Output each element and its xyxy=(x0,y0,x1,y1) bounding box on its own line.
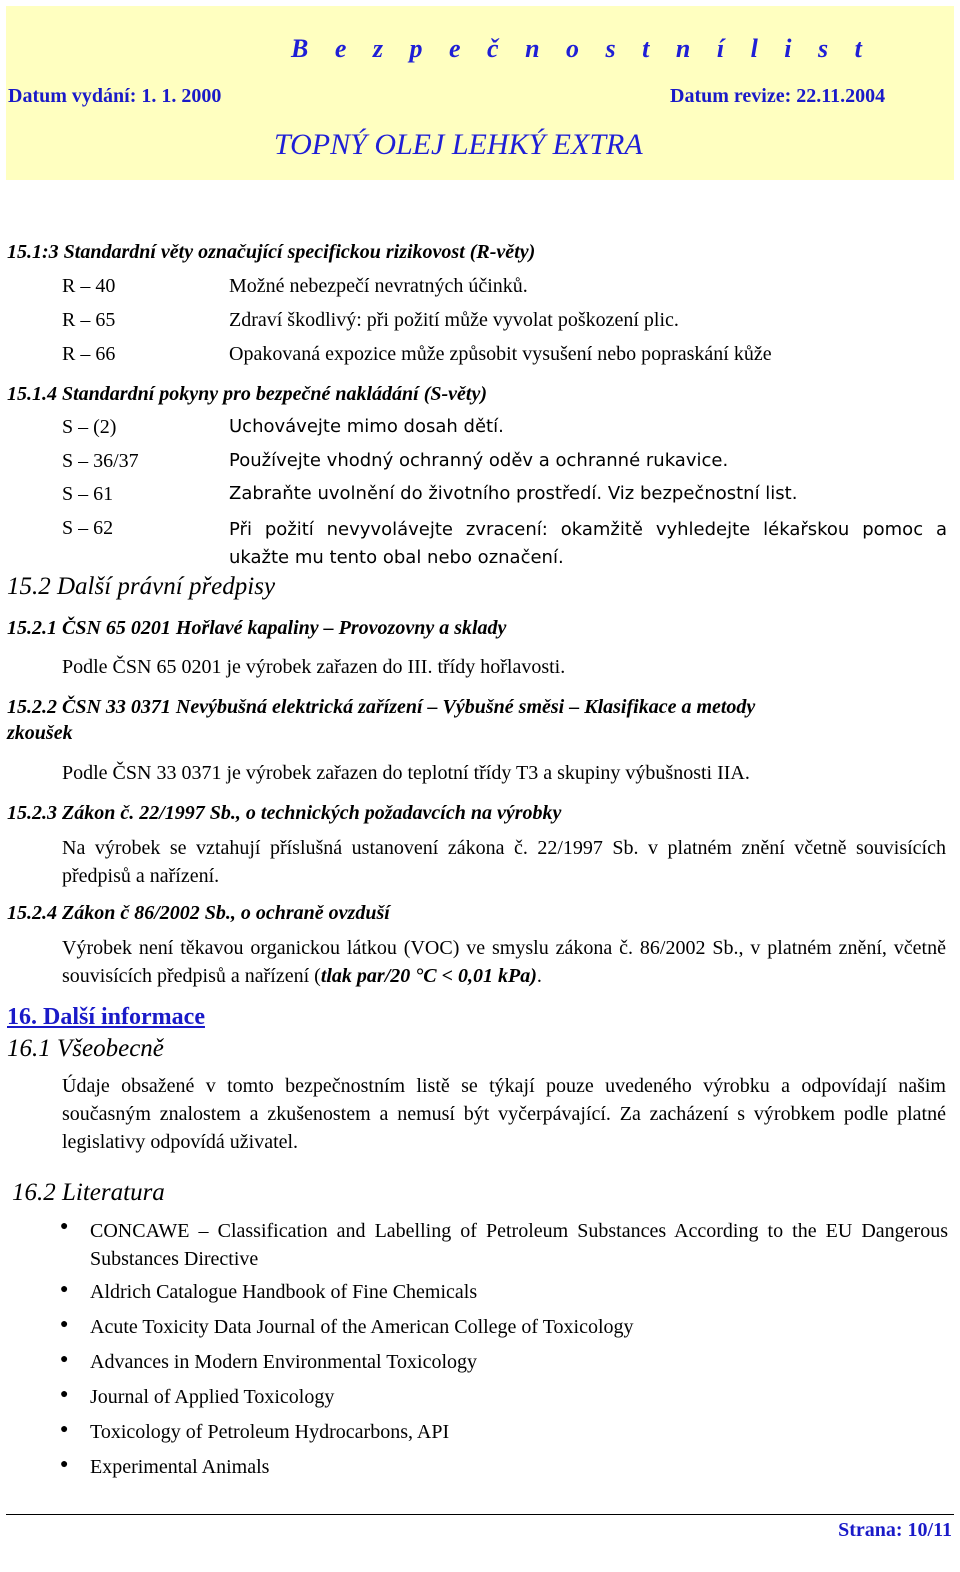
page-number: Strana: 10/11 xyxy=(838,1519,952,1541)
bullet-icon: ● xyxy=(60,1352,69,1367)
s-phrase-code: S – 61 xyxy=(62,483,114,505)
s-phrase-text: Používejte vhodný ochranný oděv a ochranné rukavice. xyxy=(229,450,729,471)
bullet-icon: ● xyxy=(60,1457,69,1472)
subsection-15-2-4-heading: 15.2.4 Zákon č 86/2002 Sb., o ochraně ovzduší xyxy=(7,902,390,924)
subsection-15-2-3-text: Na výrobek se vztahují příslušná ustanovení zákona č. 22/1997 Sb. v platném znění včetně souvisících předpisů a nařízení. xyxy=(62,837,946,887)
literature-item: Acute Toxicity Data Journal of the American College of Toxicology xyxy=(90,1316,634,1338)
r-phrase-code: R – 40 xyxy=(62,275,116,297)
literature-item: Toxicology of Petroleum Hydrocarbons, API xyxy=(90,1421,450,1443)
r-phrase-code: R – 65 xyxy=(62,309,116,331)
literature-item: Journal of Applied Toxicology xyxy=(90,1386,335,1408)
s-phrase-text: Při požití nevyvolávejte zvracení: okamžitě vyhledejte lékařskou pomoc a ukažte mu tento obal nebo označení. xyxy=(229,519,947,568)
vapour-text: Výrobek není těkavou organickou látkou (VOC) ve smyslu zákona č. 86/2002 Sb., v platném znění, včetně souvisících předpisů a nařízení ( xyxy=(62,937,946,987)
bullet-icon: ● xyxy=(60,1282,69,1297)
subsection-15-2-1-heading: 15.2.1 ČSN 65 0201 Hořlavé kapaliny – Provozovny a sklady xyxy=(7,617,507,639)
vapour-pressure: tlak par/20 °C < 0,01 kPa) xyxy=(320,965,537,987)
literature-item: Advances in Modern Environmental Toxicology xyxy=(90,1351,478,1373)
bullet-icon: ● xyxy=(60,1387,69,1402)
section-16-1-heading: 16.1 Všeobecně xyxy=(7,1035,164,1062)
bullet-icon: ● xyxy=(60,1219,69,1234)
document-header xyxy=(6,6,954,180)
bullet-icon: ● xyxy=(60,1317,69,1332)
s-phrase-code: S – 62 xyxy=(62,517,114,539)
s-phrase-text: Zabraňte uvolnění do životního prostředí. Viz bezpečnostní list. xyxy=(229,483,798,504)
product-name: TOPNÝ OLEJ LEHKÝ EXTRA xyxy=(274,128,643,161)
section-16-heading: 16. Další informace xyxy=(7,1004,205,1030)
revision-date: Datum revize: 22.11.2004 xyxy=(670,85,886,107)
s-phrase-code: S – (2) xyxy=(62,416,117,438)
bullet-icon: ● xyxy=(60,1422,69,1437)
section-16-2-heading: 16.2 Literatura xyxy=(12,1179,165,1206)
subsection-15-2-2-heading: 15.2.2 ČSN 33 0371 Nevýbušná elektrická zařízení – Výbušné směsi – Klasifikace a metody xyxy=(7,696,756,718)
literature-item: CONCAWE – Classification and Labelling of Petroleum Substances According to the EU Dangerous Substances Directive xyxy=(90,1220,948,1270)
subsection-15-2-1-text: Podle ČSN 65 0201 je výrobek zařazen do III. třídy hořlavosti. xyxy=(62,656,566,678)
subsection-15-2-2-heading-cont: zkoušek xyxy=(7,722,73,744)
subsection-15-2-2-text: Podle ČSN 33 0371 je výrobek zařazen do teplotní třídy T3 a skupiny výbušnosti IIA. xyxy=(62,762,750,784)
section-16-1-text: Údaje obsažené v tomto bezpečnostním listě se týkají pouze uvedeného výrobku a odpovídají našim současným znalostem a zkušenostem a nemusí být vyčerpávající. Za zacházení s výrobkem podle platné legislativy odpovídá uživatel. xyxy=(62,1075,946,1153)
literature-item: Aldrich Catalogue Handbook of Fine Chemicals xyxy=(90,1281,478,1303)
section-15-2-heading: 15.2 Další právní předpisy xyxy=(7,573,276,600)
r-phrase-text: Možné nebezpečí nevratných účinků. xyxy=(229,275,528,297)
r-phrase-text: Opakovaná expozice může způsobit vysušení nebo popraskání kůže xyxy=(229,343,772,365)
document-title: B e z p e č n o s t n í l i s t xyxy=(291,34,872,63)
issue-date: Datum vydání: 1. 1. 2000 xyxy=(8,85,222,107)
r-phrase-code: R – 66 xyxy=(62,343,116,365)
s-phrase-code: S – 36/37 xyxy=(62,450,139,472)
vapour-text-end: . xyxy=(536,965,542,987)
literature-item: Experimental Animals xyxy=(90,1456,270,1478)
subsection-15-2-4-text xyxy=(62,934,946,990)
r-phrase-text: Zdraví škodlivý: při požití může vyvolat poškození plic. xyxy=(229,309,679,331)
footer-divider xyxy=(6,1514,954,1515)
s-phrases-heading: 15.1.4 Standardní pokyny pro bezpečné nakládání (S-věty) xyxy=(7,383,487,405)
s-phrase-text: Uchovávejte mimo dosah dětí. xyxy=(229,416,504,437)
subsection-15-2-3-heading: 15.2.3 Zákon č. 22/1997 Sb., o technických požadavcích na výrobky xyxy=(7,802,562,824)
r-phrases-heading: 15.1:3 Standardní věty označující specifickou rizikovost (R-věty) xyxy=(7,241,536,263)
